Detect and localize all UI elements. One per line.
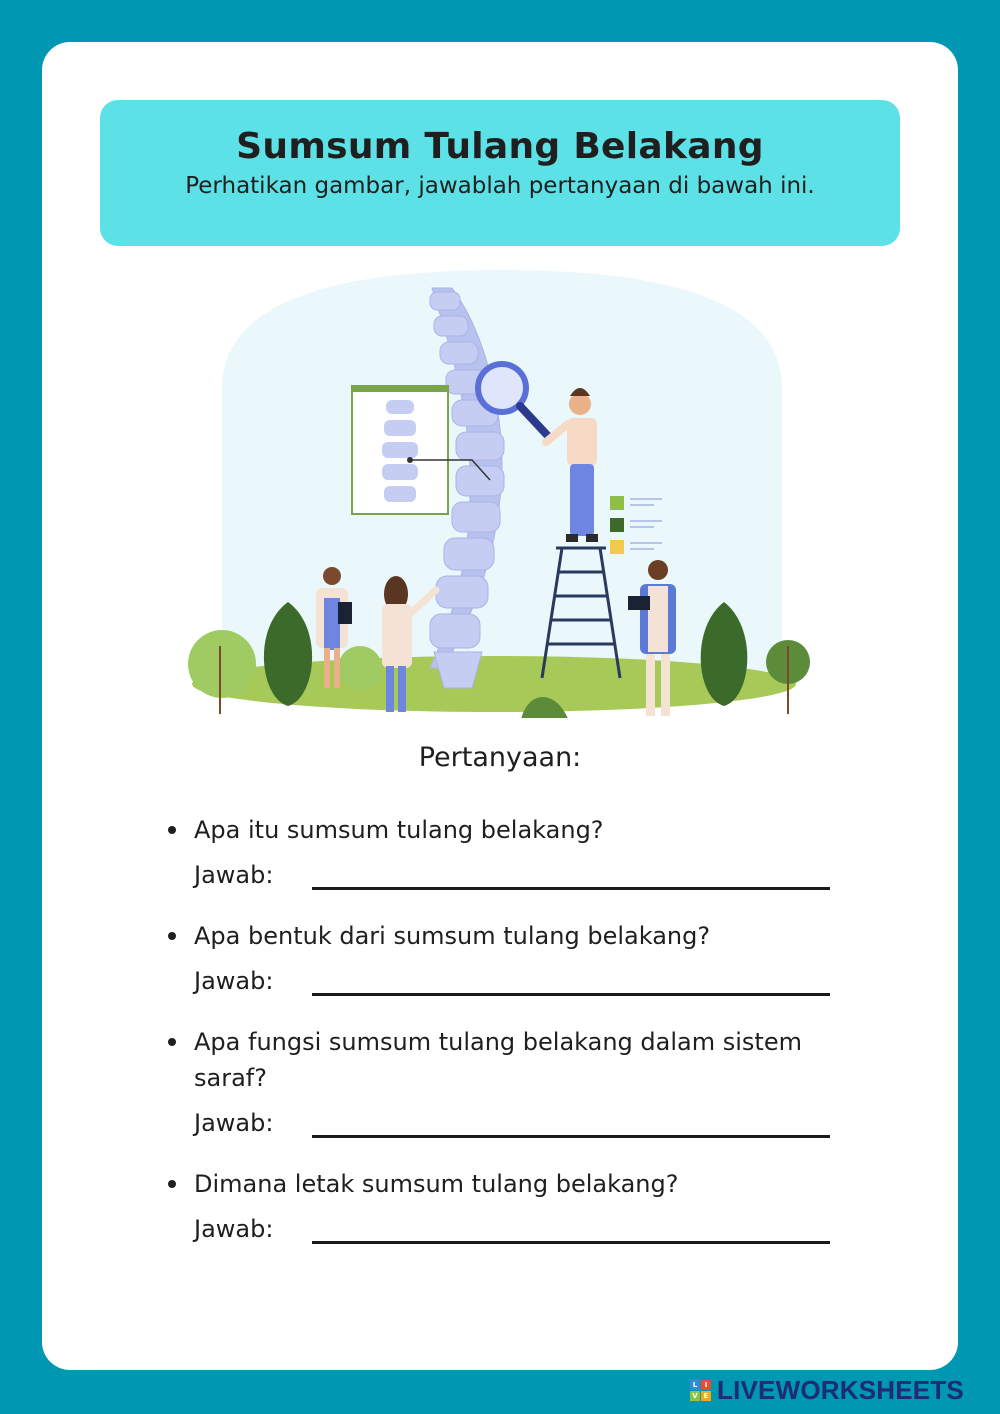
bullet-icon bbox=[168, 1038, 176, 1046]
answer-label: Jawab: bbox=[194, 861, 274, 889]
page-title: Sumsum Tulang Belakang bbox=[236, 126, 764, 167]
answer-input-2[interactable] bbox=[312, 991, 830, 996]
question-text: Apa bentuk dari sumsum tulang belakang? bbox=[194, 922, 711, 950]
question-item bbox=[162, 812, 862, 892]
answer-row bbox=[194, 962, 862, 998]
question-text: Dimana letak sumsum tulang belakang? bbox=[194, 1170, 679, 1198]
logo-letter: E bbox=[701, 1391, 711, 1401]
answer-row bbox=[194, 856, 862, 892]
question-item bbox=[162, 1024, 862, 1140]
answer-label: Jawab: bbox=[194, 967, 274, 995]
logo-letter: L bbox=[690, 1380, 700, 1390]
question-item bbox=[162, 1166, 862, 1246]
spine-illustration bbox=[182, 268, 822, 718]
question-list bbox=[162, 812, 862, 1272]
bullet-icon bbox=[168, 932, 176, 940]
question-text: Apa fungsi sumsum tulang belakang dalam sistem saraf? bbox=[194, 1028, 802, 1092]
header-banner bbox=[100, 100, 900, 246]
question-text: Apa itu sumsum tulang belakang? bbox=[194, 816, 604, 844]
bullet-icon bbox=[168, 1180, 176, 1188]
answer-input-1[interactable] bbox=[312, 885, 830, 890]
page-subtitle: Perhatikan gambar, jawablah pertanyaan di bawah ini. bbox=[185, 173, 815, 199]
questions-heading: Pertanyaan: bbox=[418, 742, 582, 773]
logo-mark-icon bbox=[690, 1380, 711, 1401]
answer-input-4[interactable] bbox=[312, 1239, 830, 1244]
worksheet-card bbox=[42, 42, 958, 1370]
answer-row bbox=[194, 1210, 862, 1246]
answer-input-3[interactable] bbox=[312, 1133, 830, 1138]
liveworksheets-logo[interactable] bbox=[690, 1372, 990, 1408]
answer-label: Jawab: bbox=[194, 1215, 274, 1243]
logo-text: LIVEWORKSHEETS bbox=[717, 1374, 964, 1405]
bullet-icon bbox=[168, 826, 176, 834]
answer-label: Jawab: bbox=[194, 1109, 274, 1137]
answer-row bbox=[194, 1104, 862, 1140]
logo-letter: V bbox=[690, 1391, 700, 1401]
logo-letter: I bbox=[701, 1380, 711, 1390]
question-item bbox=[162, 918, 862, 998]
